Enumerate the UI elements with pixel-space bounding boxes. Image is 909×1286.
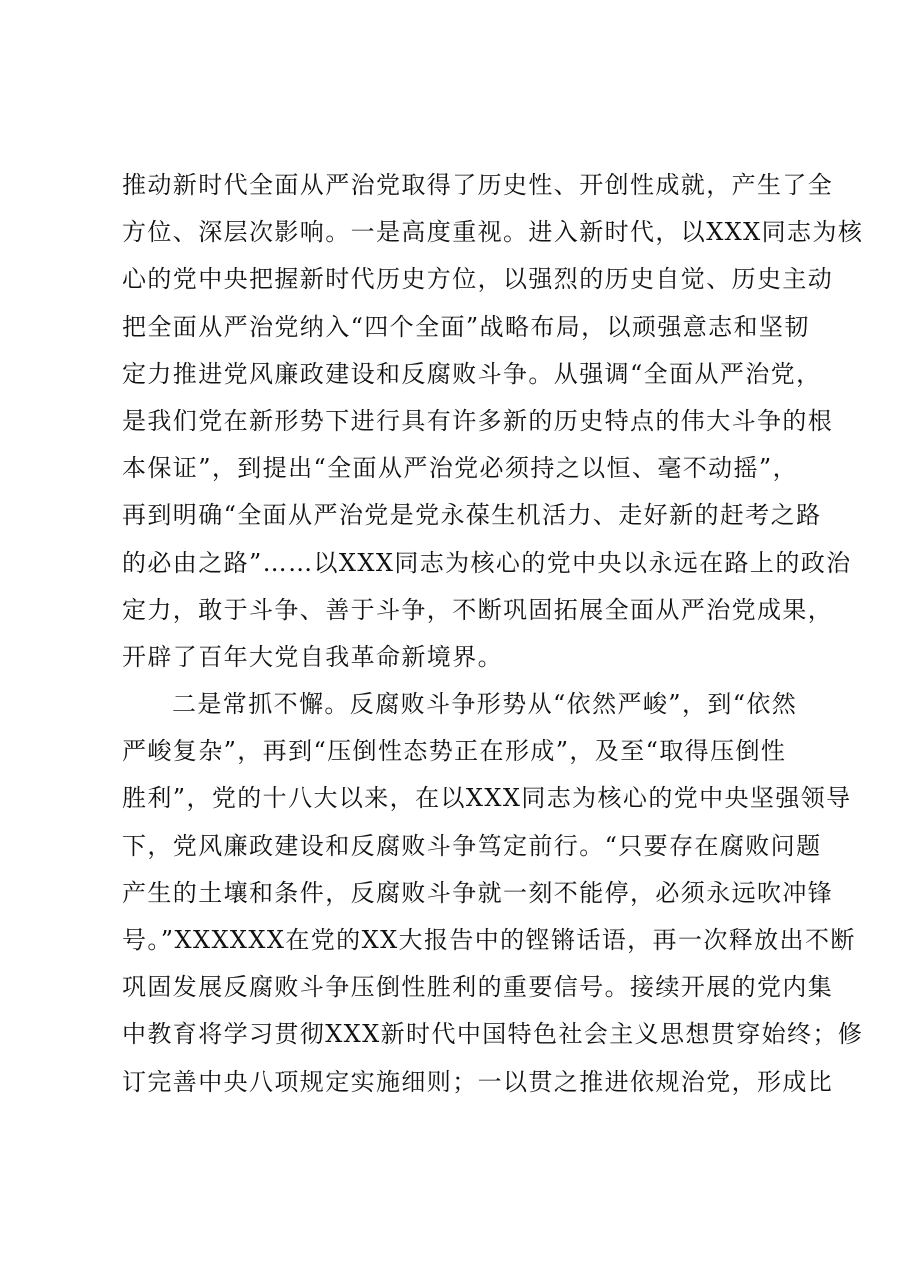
text-line: 严峻复杂”，再到“压倒性态势正在形成”，及至“取得压倒性 <box>122 737 787 766</box>
text-line: 再到明确“全面从严治党是党永葆生机活力、走好新的赶考之路 <box>122 501 822 530</box>
text-line: 中教育将学习贯彻XXX新时代中国特色社会主义思想贯穿始终；修 <box>122 1020 864 1049</box>
text-line: 定力，敢于斗争、善于斗争，不断巩固拓展全面从严治党成果， <box>122 595 834 624</box>
text-line: 推动新时代全面从严治党取得了历史性、开创性成就，产生了全 <box>122 171 834 199</box>
text-line: 产生的土壤和条件，反腐败斗争就一刻不能停，必须永远吹冲锋 <box>122 878 834 907</box>
text-line: 把全面从严治党纳入“四个全面”战略布局，以顽强意志和坚韧 <box>122 312 810 341</box>
text-line: 心的党中央把握新时代历史方位，以强烈的历史自觉、历史主动 <box>122 265 834 294</box>
text-line: 方位、深层次影响。一是高度重视。进入新时代，以XXX同志为核 <box>122 218 864 247</box>
text-line: 订完善中央八项规定实施细则；一以贯之推进依规治党，形成比 <box>122 1067 834 1096</box>
body-text <box>122 162 864 1106</box>
text-line: 下，党风廉政建设和反腐败斗争笃定前行。“只要存在腐败问题 <box>122 831 822 860</box>
text-line: 巩固发展反腐败斗争压倒性胜利的重要信号。接续开展的党内集 <box>122 973 834 1002</box>
text-line: 是我们党在新形势下进行具有许多新的历史特点的伟大斗争的根 <box>122 406 834 435</box>
text-line: 开辟了百年大党自我革命新境界。 <box>122 642 503 671</box>
paragraph-first-line: 二是常抓不懈。反腐败斗争形势从“依然严峻”，到“依然 <box>172 690 798 719</box>
text-line: 本保证”，到提出“全面从严治党必须持之以恒、毫不动摇”， <box>122 454 799 483</box>
text-line: 号。”XXXXXX在党的XX大报告中的铿锵话语，再一次释放出不断 <box>122 926 856 954</box>
text-line: 胜利”，党的十八大以来，在以XXX同志为核心的党中央坚强领导 <box>122 784 852 813</box>
text-line: 定力推进党风廉政建设和反腐败斗争。从强调“全面从严治党， <box>122 359 822 388</box>
text-line: 的必由之路”……以XXX同志为核心的党中央以永远在路上的政治 <box>122 548 852 577</box>
